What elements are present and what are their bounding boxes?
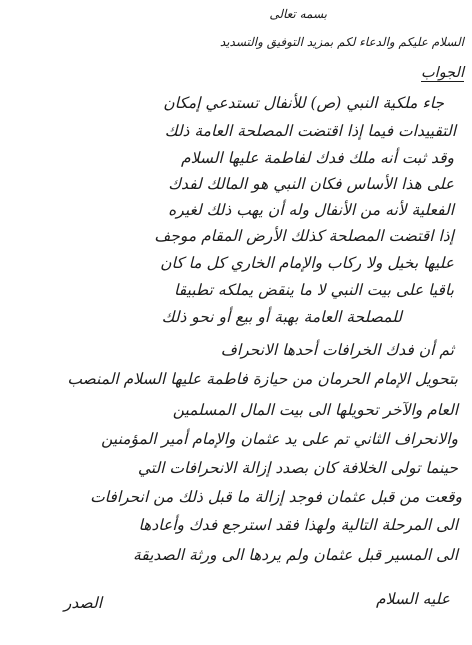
paragraph-2-line-5: حينما تولى الخلافة كان بصدد إزالة الانحرافات التي [137,459,458,477]
paragraph-1-line-7: عليها بخيل ولا ركاب والإمام الخاري كل ما كان [160,254,454,272]
paragraph-1-line-2: التقييدات فيما إذا اقتضت المصلحة العامة ذلك [164,122,456,140]
paragraph-1-line-9: للمصلحة العامة بهبة أو بيع أو نحو ذلك [161,308,402,326]
paragraph-2-line-8: الى المسير قبل عثمان ولم يردها الى ورثة الصديقة [132,546,458,564]
paragraph-1-line-1: جاء ملكية النبي (ص) للأنفال تستدعي إمكان [163,94,444,112]
paragraph-1-line-5: الفعلية لأنه من الأنفال وله أن يهب ذلك لغيره [168,201,454,219]
paragraph-1-line-8: باقيا على بيت النبي لا ما ينقض يملكه تطبيقا [174,281,454,299]
greeting-line: السلام عليكم والدعاء لكم بمزيد التوفيق والتسديد [219,35,464,49]
paragraph-1-line-4: على هذا الأساس فكان النبي هو المالك لفدك [168,175,454,193]
paragraph-2-line-7: الى المرحلة التالية ولهذا فقد استرجع فدك وأعادها [138,516,458,534]
closing-salutation: عليه السلام [376,590,450,608]
paragraph-2-line-6: وقعت من قبل عثمان فوجد إزالة ما قبل ذلك من انحرافات [90,488,462,506]
paragraph-2-line-3: العام والآخر تحويلها الى بيت المال المسلمين [172,401,458,419]
paragraph-1-line-6: إذا اقتضت المصلحة كذلك الأرض المقام موجف [154,227,454,245]
paragraph-2-line-4: والانحراف الثاني تم على يد عثمان والإمام أمير المؤمنين [101,430,458,448]
paragraph-2-line-2: بتحويل الإمام الحرمان من حيازة فاطمة عليها السلام المنصب [67,370,458,388]
signature: الصدر [63,594,102,612]
answer-heading: الجواب [421,65,464,81]
paragraph-1-line-3: وقد ثبت أنه ملك فدك لفاطمة عليها السلام [181,149,454,167]
paragraph-2-line-1: ثم أن فدك الخرافات أحدها الانحراف [220,341,454,359]
basmala-opening: بسمه تعالى [269,7,327,21]
